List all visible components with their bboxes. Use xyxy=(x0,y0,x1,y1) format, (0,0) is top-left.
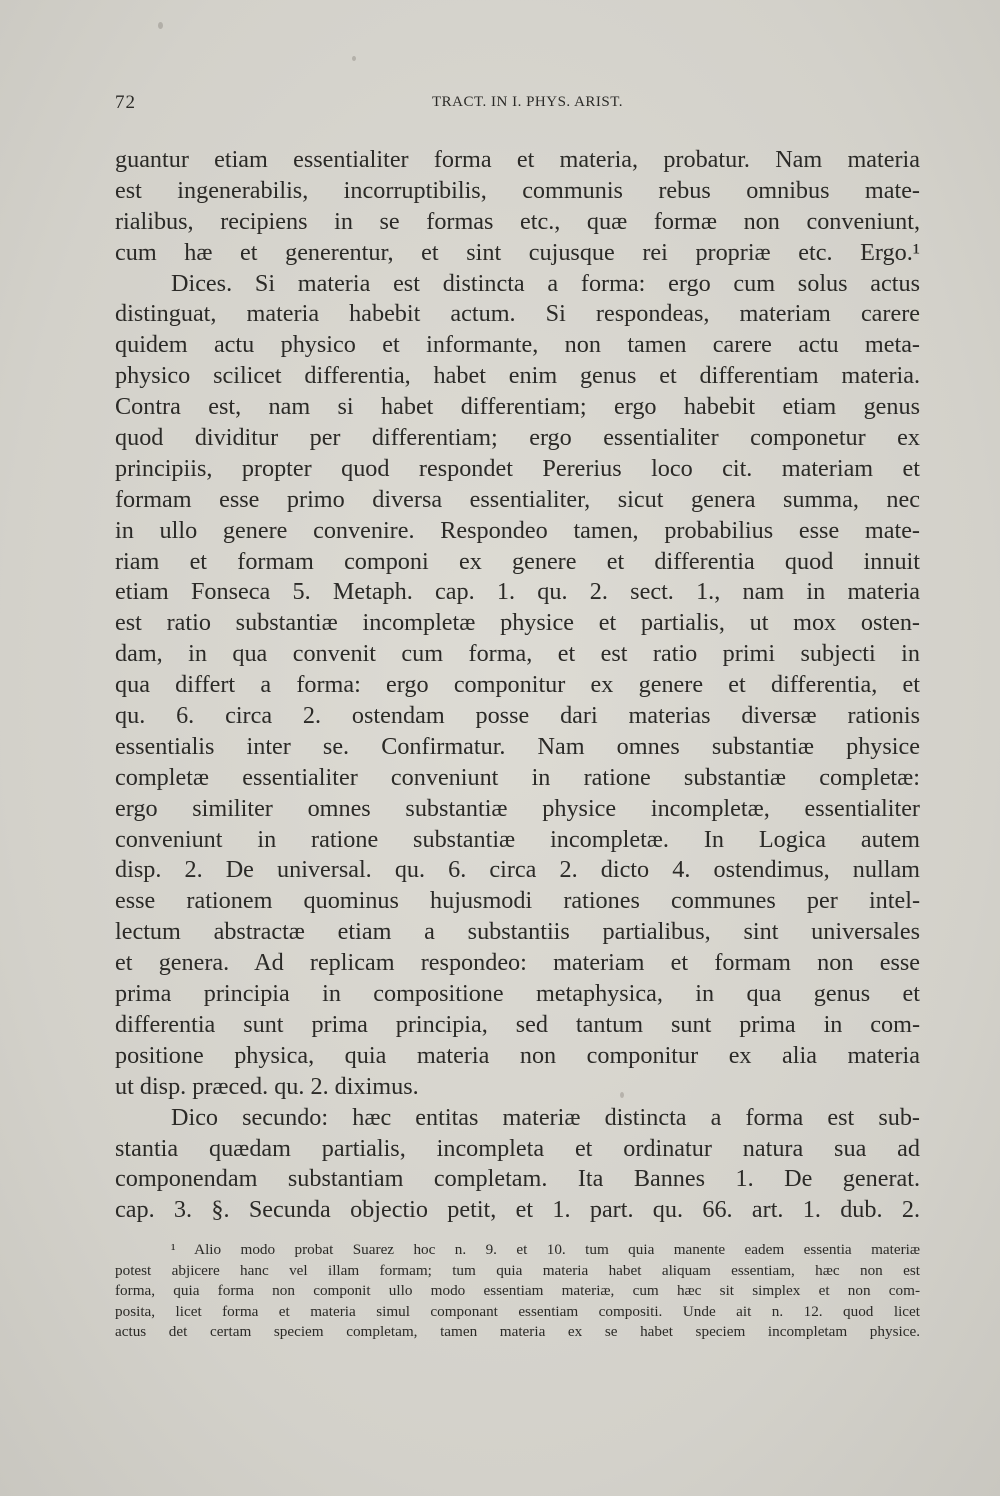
text-line: quod dividitur per differentiam; ergo essentialiter componetur ex xyxy=(115,424,920,452)
paper-speck xyxy=(352,56,356,61)
text-line: est ingenerabilis, incorruptibilis, communis rebus omnibus mate- xyxy=(115,176,920,204)
text-line: Contra est, nam si habet differentiam; ergo habebit etiam genus xyxy=(115,393,920,421)
footnote-line: forma, quia forma non componit ullo modo essentiam materiæ, cum hæc sit simplex et non com- xyxy=(115,1282,920,1299)
text-line: esse rationem quominus hujusmodi rationes communes per intel- xyxy=(115,887,920,915)
text-line: guantur etiam essentialiter forma et materia, probatur. Nam materia xyxy=(115,146,920,173)
running-head: TRACT. IN I. PHYS. ARIST. xyxy=(431,94,624,110)
text-line: et genera. Ad replicam respondeo: materiam et formam non esse xyxy=(115,949,920,977)
text-line: conveniunt in ratione substantiæ incompletæ. In Logica autem xyxy=(115,825,920,853)
text-line: qu. 6. circa 2. ostendam posse dari materias diversæ rationis xyxy=(115,702,920,730)
text-line: componendam substantiam completam. Ita Bannes 1. De generat. xyxy=(115,1165,920,1193)
footnote-line: posita, licet forma et materia simul componant essentiam compositi. Unde ait n. 12. quod licet xyxy=(115,1302,920,1320)
text-line: differentia sunt prima principia, sed tantum sunt prima in com- xyxy=(115,1010,920,1038)
text-line: rialibus, recipiens in se formas etc., quæ formæ non conveniunt, xyxy=(115,207,920,235)
text-line: Dices. Si materia est distincta a forma: ergo cum solus actus xyxy=(171,269,920,297)
text-line: stantia quædam partialis, incompleta et ordinatur natura sua ad xyxy=(115,1134,920,1162)
text-line: distinguat, materia habebit actum. Si respondeas, materiam carere xyxy=(115,300,920,328)
text-line: ut disp. præced. qu. 2. diximus. xyxy=(115,1072,419,1100)
text-line: positione physica, quia materia non componitur ex alia materia xyxy=(115,1041,920,1069)
footnote xyxy=(115,1240,920,1343)
text-line: in ullo genere convenire. Respondeo tamen, probabilius esse mate- xyxy=(115,516,920,544)
main-text xyxy=(115,145,920,1226)
text-line: essentialis inter se. Confirmatur. Nam omnes substantiæ physice xyxy=(115,732,920,760)
paper-speck xyxy=(158,22,163,29)
text-line: disp. 2. De universal. qu. 6. circa 2. dicto 4. ostendimus, nullam xyxy=(115,856,920,884)
text-line: est ratio substantiæ incompletæ physice et partialis, ut mox osten- xyxy=(115,609,920,637)
text-line: cum hæ et generentur, et sint cujusque rei propriæ etc. Ergo.¹ xyxy=(115,238,920,266)
text-line: cap. 3. §. Secunda objectio petit, et 1. part. qu. 66. art. 1. dub. 2. xyxy=(115,1196,920,1224)
text-line: prima principia in compositione metaphysica, in qua genus et xyxy=(115,980,920,1008)
text-line: lectum abstractæ etiam a substantiis partialibus, sint universales xyxy=(115,918,920,946)
text-line: Dico secundo: hæc entitas materiæ distincta a forma est sub- xyxy=(171,1103,920,1131)
text-line: principiis, propter quod respondet Pererius loco cit. materiam et xyxy=(115,454,920,482)
text-line: quidem actu physico et informante, non tamen carere actu meta- xyxy=(115,331,920,359)
text-line: dam, in qua convenit cum forma, et est ratio primi subjecti in xyxy=(115,640,920,668)
footnote-line: ¹ Alio modo probat Suarez hoc n. 9. et 10. tum quia manente eadem essentia materiæ xyxy=(171,1241,920,1258)
page-header xyxy=(115,92,920,116)
text-line: completæ essentialiter conveniunt in ratione substantiæ completæ: xyxy=(115,763,920,791)
text-line: ergo similiter omnes substantiæ physice incompletæ, essentialiter xyxy=(115,794,920,822)
footnote-line: actus det certam speciem completam, tamen materia ex se habet speciem incompletam physice. xyxy=(115,1323,920,1340)
page-number: 72 xyxy=(115,92,136,113)
text-line: physico scilicet differentia, habet enim genus et differentiam materia. xyxy=(115,362,920,390)
footnote-line: potest abjicere hanc vel illam formam; tum quia materia habet aliquam essentiam, hæc non est xyxy=(115,1261,920,1279)
text-line: etiam Fonseca 5. Metaph. cap. 1. qu. 2. sect. 1., nam in materia xyxy=(115,578,920,606)
text-line: riam et formam componi ex genere et differentia quod innuit xyxy=(115,547,920,575)
text-line: formam esse primo diversa essentialiter, sicut genera summa, nec xyxy=(115,485,920,513)
text-line: qua differt a forma: ergo componitur ex genere et differentia, et xyxy=(115,671,920,699)
